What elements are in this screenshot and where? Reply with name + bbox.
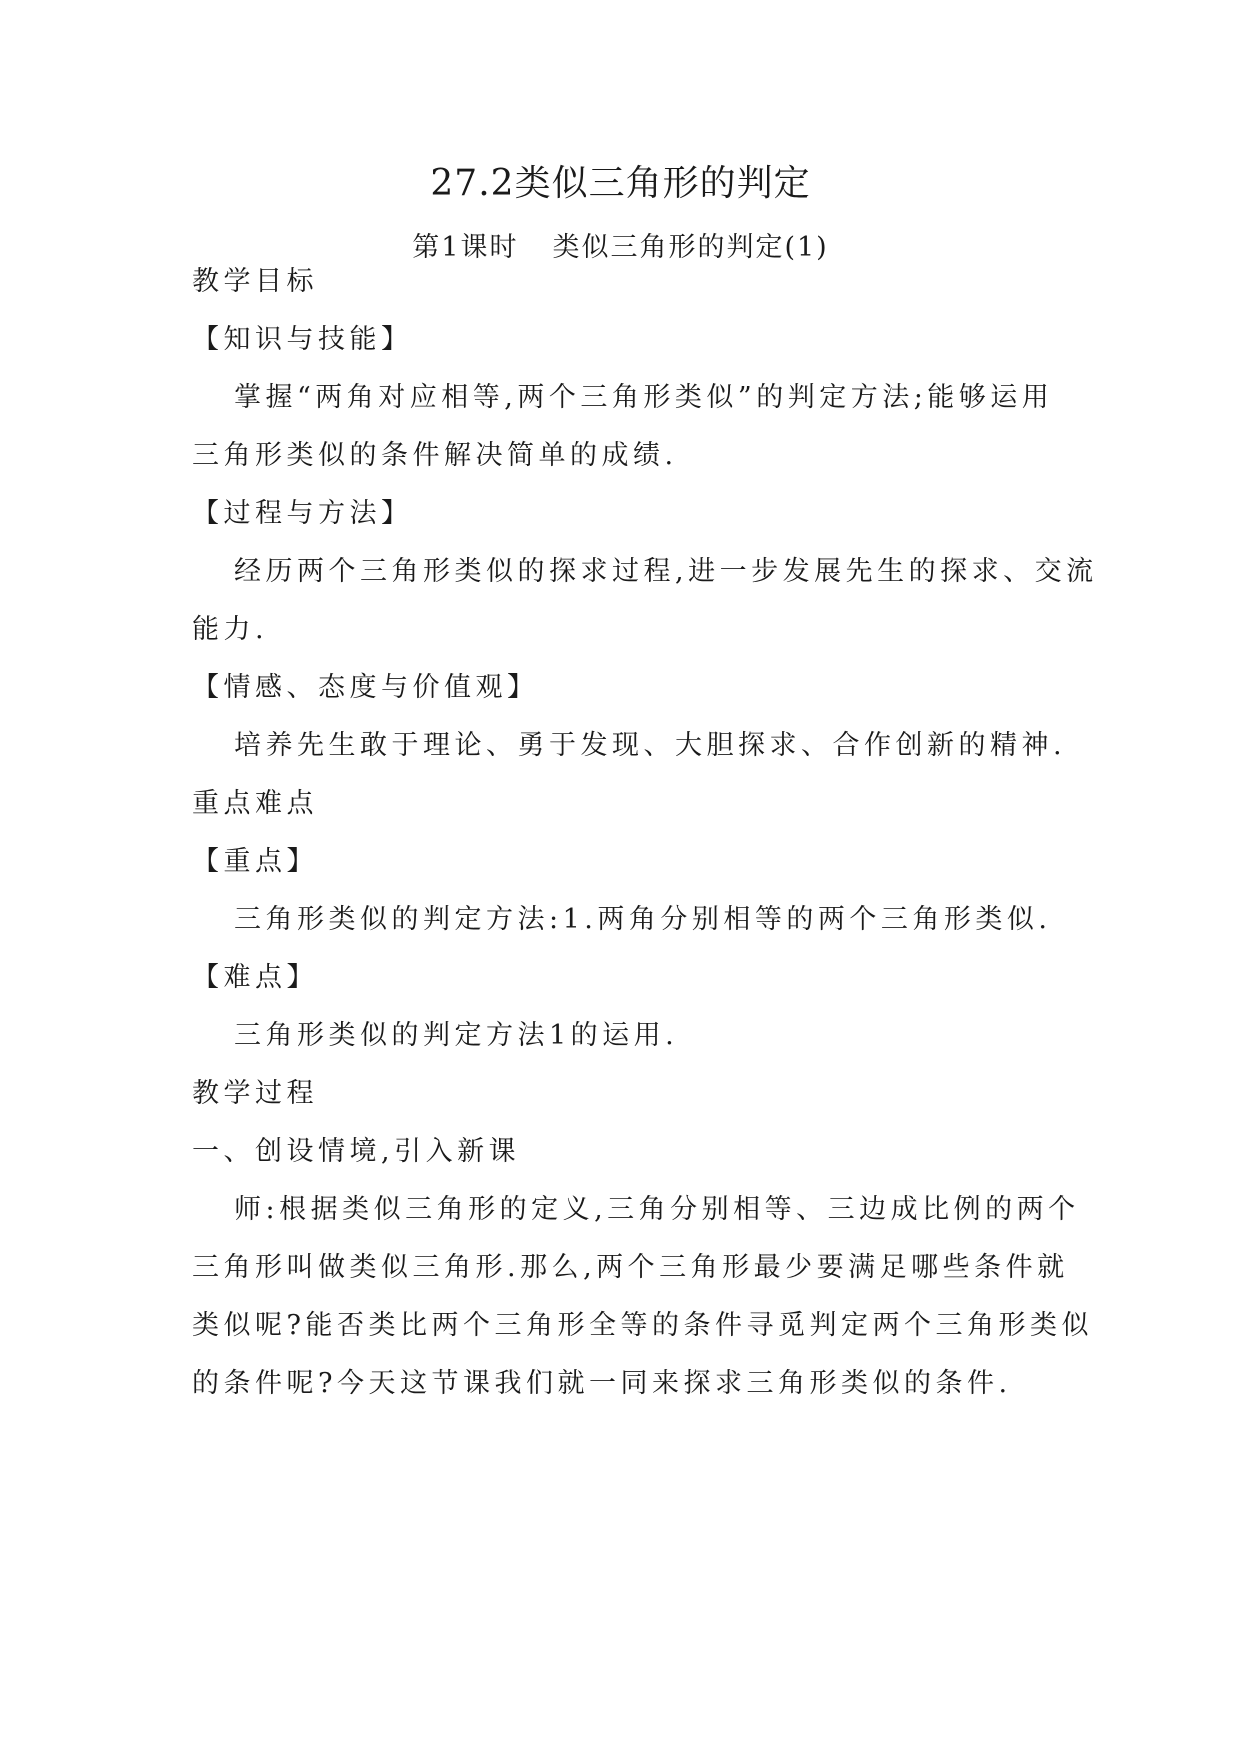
- subheading-process-method: 【过程与方法】: [192, 498, 413, 529]
- subheading-scenario-intro: 一、创设情境,引入新课: [192, 1136, 521, 1167]
- paragraph-line: 培养先生敢于理论、勇于发现、大胆探求、合作创新的精神.: [234, 730, 1067, 761]
- section-heading-teaching-process: 教学过程: [192, 1078, 318, 1109]
- subheading-key-point: 【重点】: [192, 846, 318, 877]
- paragraph-line: 师:根据类似三角形的定义,三角分别相等、三边成比例的两个: [234, 1194, 1080, 1225]
- section-heading-teaching-goals: 教学目标: [192, 266, 318, 297]
- paragraph-line: 三角形类似的条件解决简单的成绩.: [192, 440, 678, 471]
- document-title: 27.2类似三角形的判定: [430, 163, 811, 204]
- paragraph-line: 的条件呢?今天这节课我们就一同来探求三角形类似的条件.: [192, 1368, 1012, 1399]
- paragraph-line: 三角形类似的判定方法:1.两角分别相等的两个三角形类似.: [234, 904, 1052, 935]
- paragraph-line: 三角形类似的判定方法1的运用.: [234, 1020, 679, 1051]
- paragraph-line: 类似呢?能否类比两个三角形全等的条件寻觅判定两个三角形类似: [192, 1310, 1093, 1341]
- subheading-difficulty: 【难点】: [192, 962, 318, 993]
- paragraph-line: 经历两个三角形类似的探求过程,进一步发展先生的探求、交流: [234, 556, 1098, 587]
- paragraph-line: 掌握“两角对应相等,两个三角形类似”的判定方法;能够运用: [234, 382, 1054, 413]
- paragraph-line: 三角形叫做类似三角形.那么,两个三角形最少要满足哪些条件就: [192, 1252, 1069, 1283]
- subheading-emotion-values: 【情感、态度与价值观】: [192, 672, 539, 703]
- lesson-topic: 类似三角形的判定(1): [552, 232, 829, 263]
- section-heading-key-points: 重点难点: [192, 788, 318, 819]
- subheading-knowledge-skills: 【知识与技能】: [192, 324, 413, 355]
- lesson-number: 第1课时: [412, 232, 519, 263]
- paragraph-line: 能力.: [192, 614, 269, 645]
